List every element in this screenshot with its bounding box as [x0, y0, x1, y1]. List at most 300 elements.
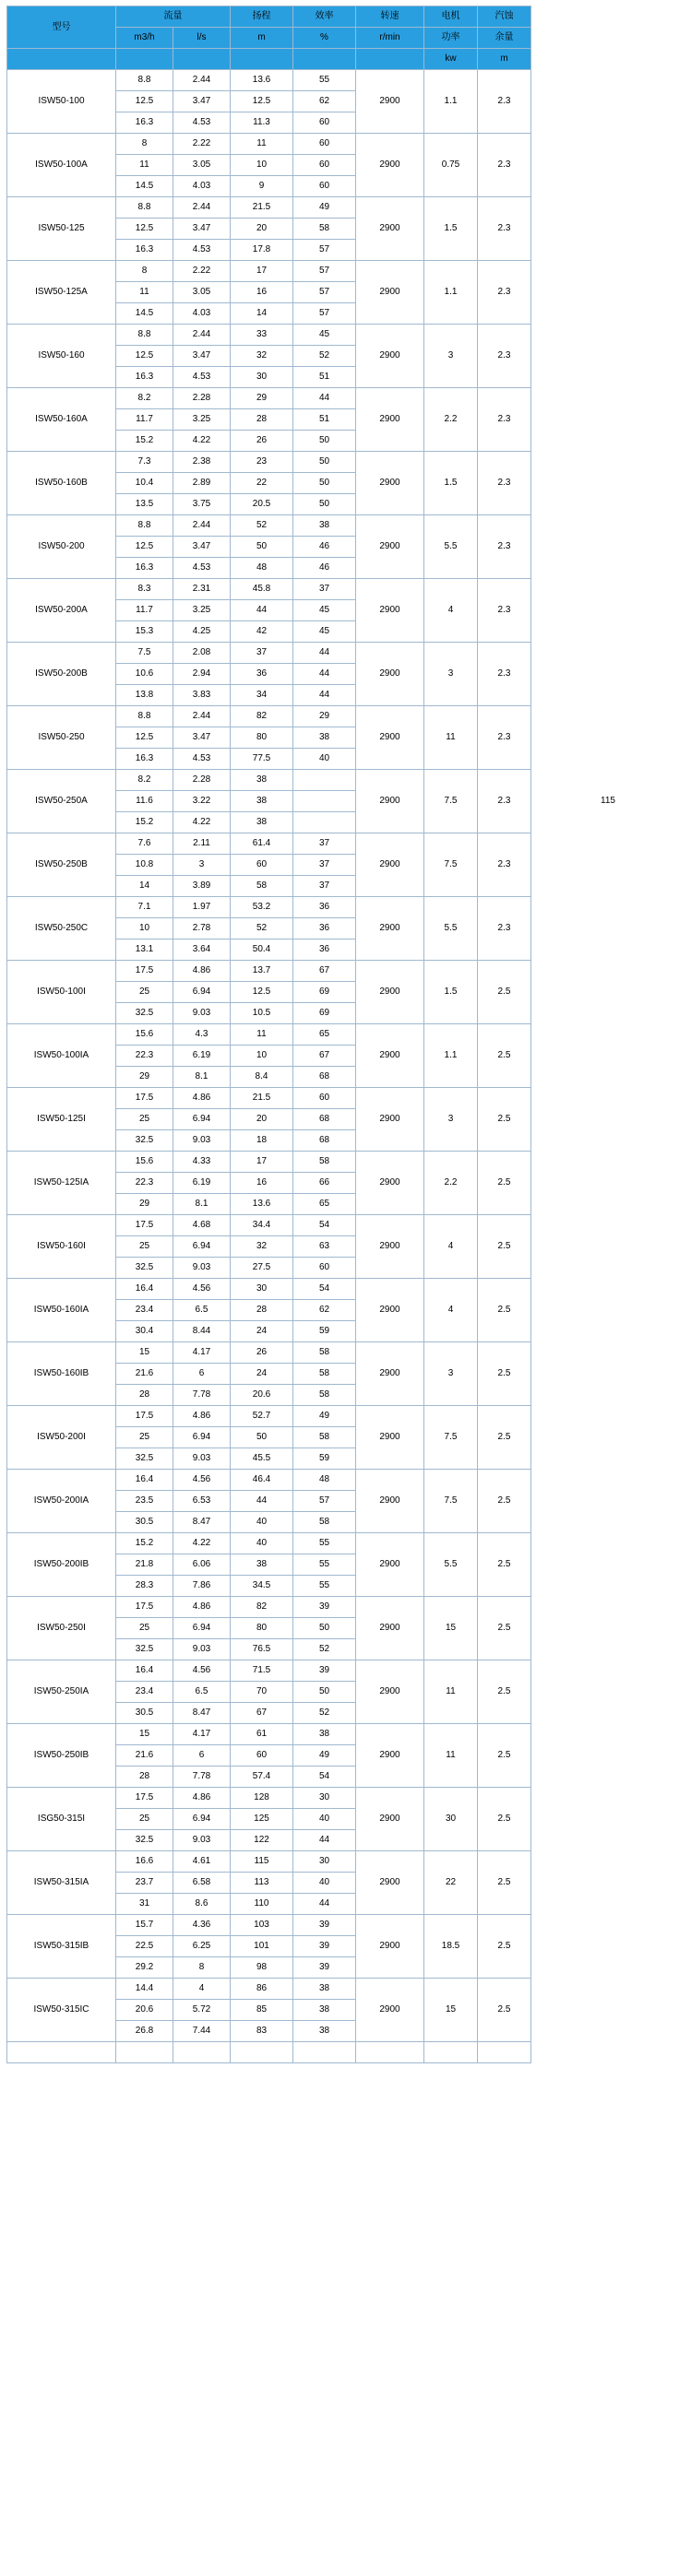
cell-head: 32: [231, 1236, 293, 1258]
cell-model: ISW50-200A: [7, 579, 116, 643]
header-blank-model: [7, 49, 116, 70]
cell-flow-ls: 2.44: [173, 197, 231, 219]
cell-model: ISW50-200B: [7, 643, 116, 706]
cell-rpm: 2900: [356, 515, 424, 579]
table-row: [7, 643, 685, 664]
cell-npsh: 2.3: [478, 515, 531, 579]
cell-flow-ls: 4.53: [173, 558, 231, 579]
header-npsh-value-unit: m: [478, 49, 531, 70]
cell-efficiency: 63: [293, 1236, 356, 1258]
cell-head: 24: [231, 1321, 293, 1342]
cell-motor-power: 2.2: [424, 388, 478, 452]
cell-head: 33: [231, 325, 293, 346]
cell-flow-ls: 4.86: [173, 1406, 231, 1427]
cell-rpm: 2900: [356, 1724, 424, 1788]
cell-flow-ls: 6.94: [173, 1427, 231, 1448]
cell-motor-power: 11: [424, 1660, 478, 1724]
cell-flow-ls: 9.03: [173, 1003, 231, 1024]
cell-flow-m3h: 11.6: [116, 791, 173, 812]
cell-efficiency: 62: [293, 91, 356, 112]
cell-flow-ls: 2.28: [173, 388, 231, 409]
cell-head: 12.5: [231, 982, 293, 1003]
cell-flow-m3h: 13.5: [116, 494, 173, 515]
cell-head: 11: [231, 134, 293, 155]
cell-flow-ls: 4.56: [173, 1279, 231, 1300]
cell-efficiency: 38: [293, 727, 356, 749]
cell-flow-m3h: 25: [116, 1427, 173, 1448]
cell-efficiency: 37: [293, 855, 356, 876]
cell-head: 11.3: [231, 112, 293, 134]
cell-efficiency: 51: [293, 367, 356, 388]
cell-motor-power: 5.5: [424, 897, 478, 961]
cell-npsh: 2.5: [478, 1660, 531, 1724]
table-row: [7, 1851, 685, 1873]
table-body: [7, 70, 685, 2063]
cell-flow-m3h: 8: [116, 134, 173, 155]
cell-npsh: 2.5: [478, 1724, 531, 1788]
cell-head: 38: [231, 812, 293, 833]
cell-efficiency: 40: [293, 1873, 356, 1894]
table-row: [7, 897, 685, 918]
cell-efficiency: 30: [293, 1788, 356, 1809]
cell-model: ISW50-100I: [7, 961, 116, 1024]
cell-efficiency: 57: [293, 282, 356, 303]
cell-flow-m3h: 28: [116, 1767, 173, 1788]
cell-flow-ls: 6.5: [173, 1682, 231, 1703]
cell-efficiency: 68: [293, 1130, 356, 1152]
cell-motor-power: 1.1: [424, 261, 478, 325]
cell-flow-ls: 3.75: [173, 494, 231, 515]
cell-flow-m3h: 12.5: [116, 91, 173, 112]
table-row: [7, 2042, 685, 2063]
cell-model: ISG50-315I: [7, 1788, 116, 1851]
cell-efficiency: 52: [293, 1639, 356, 1660]
cell-efficiency: 59: [293, 1321, 356, 1342]
cell-efficiency: 51: [293, 409, 356, 431]
cell-flow-ls: 1.97: [173, 897, 231, 918]
cell-head: 26: [231, 431, 293, 452]
cell-npsh: 2.5: [478, 1279, 531, 1342]
cell-npsh: 2.3: [478, 706, 531, 770]
cell-motor-power: 0.75: [424, 134, 478, 197]
cell-head: 23: [231, 452, 293, 473]
table-row: [7, 1152, 685, 1173]
cell-model: ISW50-160IA: [7, 1279, 116, 1342]
cell-head: 50: [231, 537, 293, 558]
cell-motor-power: 7.5: [424, 1470, 478, 1533]
cell-flow-ls: 4.03: [173, 303, 231, 325]
cell-efficiency: 52: [293, 1703, 356, 1724]
cell-model: ISW50-250B: [7, 833, 116, 897]
cell-efficiency: 50: [293, 1682, 356, 1703]
cell-flow-ls: 7.86: [173, 1576, 231, 1597]
cell-flow-ls: 4.61: [173, 1851, 231, 1873]
cell-model: ISW50-250I: [7, 1597, 116, 1660]
table-row: [7, 770, 685, 791]
cell-rpm: 2900: [356, 1533, 424, 1597]
cell-head: 57.4: [231, 1767, 293, 1788]
cell-efficiency: 38: [293, 2021, 356, 2042]
cell-motor-power: 1.1: [424, 70, 478, 134]
cell-flow-ls: 2.22: [173, 261, 231, 282]
cell-flow-m3h: 16.4: [116, 1660, 173, 1682]
cell-flow-ls: 6.94: [173, 1236, 231, 1258]
cell-flow-m3h: 12.5: [116, 727, 173, 749]
cell-head: 115: [231, 1851, 293, 1873]
cell-rpm: 2900: [356, 643, 424, 706]
cell-head: 34.4: [231, 1215, 293, 1236]
cell-rpm: 2900: [356, 1470, 424, 1533]
cell-rpm: 2900: [356, 1851, 424, 1915]
cell-efficiency: [293, 791, 356, 812]
table-row: [7, 1342, 685, 1364]
cell-efficiency: 44: [293, 685, 356, 706]
cell-npsh: 2.3: [478, 770, 531, 833]
cell-efficiency: 68: [293, 1067, 356, 1088]
table-row: [7, 1024, 685, 1046]
cell-flow-ls: 3.22: [173, 791, 231, 812]
header-head: 扬程: [231, 6, 293, 28]
cell-motor-power: 7.5: [424, 770, 478, 833]
cell-flow-ls: 4.3: [173, 1024, 231, 1046]
cell-model: ISW50-200: [7, 515, 116, 579]
cell-head: 48: [231, 558, 293, 579]
cell-flow-m3h: 32.5: [116, 1830, 173, 1851]
cell-efficiency: 57: [293, 240, 356, 261]
cell-model: ISW50-250IB: [7, 1724, 116, 1788]
cell-motor-power: 1.1: [424, 1024, 478, 1088]
table-row: [7, 515, 685, 537]
cell-flow-ls: 4.22: [173, 431, 231, 452]
header-rpm-unit: r/min: [356, 28, 424, 49]
cell-flow-m3h: 26.8: [116, 2021, 173, 2042]
header-npsh: 汽蚀: [478, 6, 531, 28]
cell-head: 110: [231, 1894, 293, 1915]
cell-motor-power: 7.5: [424, 1406, 478, 1470]
cell-efficiency: 49: [293, 1406, 356, 1427]
cell-flow-m3h: 25: [116, 1236, 173, 1258]
cell-flow-ls: 4.86: [173, 1788, 231, 1809]
cell-efficiency: 29: [293, 706, 356, 727]
cell-flow-ls: 7.78: [173, 1385, 231, 1406]
cell-head: 82: [231, 706, 293, 727]
cell-flow-ls: 2.38: [173, 452, 231, 473]
cell-head: 80: [231, 727, 293, 749]
header-efficiency: 效率: [293, 6, 356, 28]
cell-head: 60: [231, 1745, 293, 1767]
cell-flow-ls: 4.17: [173, 1724, 231, 1745]
cell-model: ISW50-160B: [7, 452, 116, 515]
cell-efficiency: 36: [293, 939, 356, 961]
cell-rpm: 2900: [356, 325, 424, 388]
cell-efficiency: 67: [293, 1046, 356, 1067]
cell-flow-m3h: 23.4: [116, 1300, 173, 1321]
cell-flow-m3h: 10.8: [116, 855, 173, 876]
cell-flow-ls: 6.5: [173, 1300, 231, 1321]
cell-head: [231, 2042, 293, 2063]
cell-flow-ls: 2.78: [173, 918, 231, 939]
cell-flow-ls: 8: [173, 1957, 231, 1979]
cell-flow-ls: 3.25: [173, 409, 231, 431]
table-row: [7, 1533, 685, 1554]
cell-head: 52.7: [231, 1406, 293, 1427]
header-head-unit: m: [231, 28, 293, 49]
cell-head: 18: [231, 1130, 293, 1152]
cell-flow-m3h: 10.4: [116, 473, 173, 494]
cell-head: 46.4: [231, 1470, 293, 1491]
cell-efficiency: 58: [293, 1342, 356, 1364]
cell-flow-ls: 3: [173, 855, 231, 876]
cell-efficiency: 36: [293, 897, 356, 918]
cell-flow-ls: 4.56: [173, 1470, 231, 1491]
cell-model: ISW50-125A: [7, 261, 116, 325]
table-row: [7, 1088, 685, 1109]
cell-npsh: 2.5: [478, 1788, 531, 1851]
cell-efficiency: 58: [293, 1152, 356, 1173]
cell-head: 45.5: [231, 1448, 293, 1470]
cell-efficiency: 60: [293, 134, 356, 155]
cell-flow-ls: 6.19: [173, 1046, 231, 1067]
cell-flow-ls: 9.03: [173, 1448, 231, 1470]
header-blank-eff: [293, 49, 356, 70]
cell-flow-m3h: 13.1: [116, 939, 173, 961]
cell-flow-ls: 8.1: [173, 1194, 231, 1215]
cell-flow-ls: 6.19: [173, 1173, 231, 1194]
cell-rpm: 2900: [356, 452, 424, 515]
cell-flow-ls: 3.05: [173, 282, 231, 303]
cell-rpm: 2900: [356, 770, 424, 833]
cell-head: 16: [231, 1173, 293, 1194]
cell-rpm: 2900: [356, 1279, 424, 1342]
cell-rpm: 2900: [356, 1024, 424, 1088]
cell-head: 58: [231, 876, 293, 897]
cell-flow-m3h: 8.8: [116, 70, 173, 91]
cell-flow-m3h: 22.3: [116, 1046, 173, 1067]
cell-model: ISW50-160A: [7, 388, 116, 452]
cell-head: 36: [231, 664, 293, 685]
cell-flow-m3h: 28: [116, 1385, 173, 1406]
cell-head: 20: [231, 1109, 293, 1130]
cell-flow-m3h: 30.5: [116, 1512, 173, 1533]
cell-efficiency: 44: [293, 643, 356, 664]
cell-flow-ls: 4.03: [173, 176, 231, 197]
cell-head: 85: [231, 2000, 293, 2021]
header-motor: 电机: [424, 6, 478, 28]
cell-efficiency: 45: [293, 621, 356, 643]
cell-motor-power: 3: [424, 1088, 478, 1152]
cell-flow-ls: 6: [173, 1364, 231, 1385]
table-row: [7, 706, 685, 727]
cell-motor-power: 30: [424, 1788, 478, 1851]
cell-flow-m3h: 8.8: [116, 706, 173, 727]
cell-efficiency: 57: [293, 303, 356, 325]
cell-head: 37: [231, 643, 293, 664]
cell-efficiency: 58: [293, 1512, 356, 1533]
cell-flow-ls: [173, 2042, 231, 2063]
cell-flow-m3h: 17.5: [116, 961, 173, 982]
cell-efficiency: 69: [293, 982, 356, 1003]
cell-efficiency: 38: [293, 2000, 356, 2021]
cell-motor-power: 11: [424, 1724, 478, 1788]
table-row: [7, 1597, 685, 1618]
cell-flow-ls: 4.22: [173, 812, 231, 833]
cell-efficiency: [293, 2042, 356, 2063]
cell-rpm: 2900: [356, 1088, 424, 1152]
cell-flow-m3h: 32.5: [116, 1258, 173, 1279]
cell-head: 128: [231, 1788, 293, 1809]
cell-flow-m3h: 28.3: [116, 1576, 173, 1597]
table-row: [7, 579, 685, 600]
cell-head: 27.5: [231, 1258, 293, 1279]
cell-flow-m3h: 7.3: [116, 452, 173, 473]
cell-head: 30: [231, 1279, 293, 1300]
cell-head: 20.5: [231, 494, 293, 515]
header-blank-head: [231, 49, 293, 70]
cell-efficiency: 65: [293, 1024, 356, 1046]
cell-flow-m3h: 30.4: [116, 1321, 173, 1342]
table-row: [7, 1788, 685, 1809]
cell-head: 83: [231, 2021, 293, 2042]
table-row: [7, 197, 685, 219]
cell-efficiency: 46: [293, 558, 356, 579]
cell-motor-power: 3: [424, 1342, 478, 1406]
cell-efficiency: 48: [293, 1470, 356, 1491]
cell-rpm: 2900: [356, 1597, 424, 1660]
cell-rpm: 2900: [356, 1788, 424, 1851]
cell-flow-ls: 7.44: [173, 2021, 231, 2042]
cell-efficiency: 50: [293, 1618, 356, 1639]
cell-flow-ls: 5.72: [173, 2000, 231, 2021]
cell-head: 44: [231, 1491, 293, 1512]
cell-motor-power: 3: [424, 643, 478, 706]
cell-head: 38: [231, 791, 293, 812]
cell-efficiency: 58: [293, 1385, 356, 1406]
cell-efficiency: 68: [293, 1109, 356, 1130]
cell-head: 24: [231, 1364, 293, 1385]
cell-head: 17.8: [231, 240, 293, 261]
header-flow-ls: l/s: [173, 28, 231, 49]
cell-head: 52: [231, 515, 293, 537]
cell-flow-ls: 4.36: [173, 1915, 231, 1936]
cell-head: 29: [231, 388, 293, 409]
table-row: [7, 1915, 685, 1936]
cell-flow-ls: 3.47: [173, 219, 231, 240]
cell-model: ISW50-250C: [7, 897, 116, 961]
cell-head: 12.5: [231, 91, 293, 112]
cell-head: 10: [231, 155, 293, 176]
cell-motor-power: 7.5: [424, 833, 478, 897]
cell-efficiency: 39: [293, 1957, 356, 1979]
cell-head: 71.5: [231, 1660, 293, 1682]
cell-flow-m3h: 7.5: [116, 643, 173, 664]
cell-flow-m3h: 16.3: [116, 112, 173, 134]
cell-head: 50: [231, 1427, 293, 1448]
cell-flow-ls: 4.53: [173, 112, 231, 134]
cell-flow-m3h: 20.6: [116, 2000, 173, 2021]
cell-flow-ls: 2.44: [173, 325, 231, 346]
cell-efficiency: 55: [293, 70, 356, 91]
cell-flow-ls: 8.44: [173, 1321, 231, 1342]
cell-motor-power: 4: [424, 579, 478, 643]
cell-flow-ls: 6.94: [173, 1109, 231, 1130]
cell-flow-ls: 4.22: [173, 1533, 231, 1554]
cell-efficiency: 60: [293, 176, 356, 197]
cell-flow-ls: 2.94: [173, 664, 231, 685]
cell-npsh: 2.5: [478, 1470, 531, 1533]
cell-flow-m3h: 16.3: [116, 558, 173, 579]
cell-efficiency: 44: [293, 1894, 356, 1915]
cell-flow-m3h: 15.6: [116, 1024, 173, 1046]
cell-npsh: 2.3: [478, 579, 531, 643]
cell-flow-m3h: 17.5: [116, 1597, 173, 1618]
cell-head: 122: [231, 1830, 293, 1851]
cell-flow-ls: 4.53: [173, 749, 231, 770]
cell-flow-m3h: 32.5: [116, 1130, 173, 1152]
cell-motor-power: 11: [424, 706, 478, 770]
table-row: [7, 388, 685, 409]
cell-model: ISW50-250IA: [7, 1660, 116, 1724]
table-row: [7, 1470, 685, 1491]
cell-flow-ls: 4.33: [173, 1152, 231, 1173]
header-efficiency-unit: %: [293, 28, 356, 49]
cell-model: ISW50-160IB: [7, 1342, 116, 1406]
cell-rpm: 2900: [356, 1979, 424, 2042]
cell-efficiency: 50: [293, 494, 356, 515]
cell-model: ISW50-200IA: [7, 1470, 116, 1533]
cell-flow-m3h: 32.5: [116, 1448, 173, 1470]
cell-npsh: 2.5: [478, 1851, 531, 1915]
cell-flow-m3h: 14.4: [116, 1979, 173, 2000]
cell-head: 53.2: [231, 897, 293, 918]
cell-flow-ls: 4.56: [173, 1660, 231, 1682]
cell-efficiency: 54: [293, 1279, 356, 1300]
cell-efficiency: 65: [293, 1194, 356, 1215]
cell-head: 10: [231, 1046, 293, 1067]
cell-rpm: 2900: [356, 70, 424, 134]
cell-head: 30: [231, 367, 293, 388]
table-row: [7, 1279, 685, 1300]
cell-head: 14: [231, 303, 293, 325]
page-root: [0, 6, 691, 2576]
cell-efficiency: 40: [293, 1809, 356, 1830]
cell-flow-m3h: 31: [116, 1894, 173, 1915]
cell-efficiency: 44: [293, 388, 356, 409]
cell-flow-m3h: 15.2: [116, 1533, 173, 1554]
cell-efficiency: 44: [293, 664, 356, 685]
cell-head: 82: [231, 1597, 293, 1618]
table-row: [7, 134, 685, 155]
table-row: [7, 452, 685, 473]
cell-efficiency: 57: [293, 1491, 356, 1512]
cell-flow-m3h: 15.2: [116, 431, 173, 452]
cell-flow-m3h: 30.5: [116, 1703, 173, 1724]
cell-rpm: 2900: [356, 261, 424, 325]
cell-head: 17: [231, 261, 293, 282]
cell-flow-ls: 3.89: [173, 876, 231, 897]
cell-model: ISW50-125IA: [7, 1152, 116, 1215]
table-row: [7, 1406, 685, 1427]
cell-flow-m3h: 25: [116, 982, 173, 1003]
cell-flow-m3h: 15: [116, 1342, 173, 1364]
cell-head: 76.5: [231, 1639, 293, 1660]
cell-efficiency: 45: [293, 325, 356, 346]
cell-npsh: 2.3: [478, 833, 531, 897]
cell-efficiency: 37: [293, 833, 356, 855]
cell-rpm: 2900: [356, 706, 424, 770]
cell-head: 40: [231, 1533, 293, 1554]
cell-flow-m3h: 10: [116, 918, 173, 939]
cell-efficiency: 50: [293, 473, 356, 494]
